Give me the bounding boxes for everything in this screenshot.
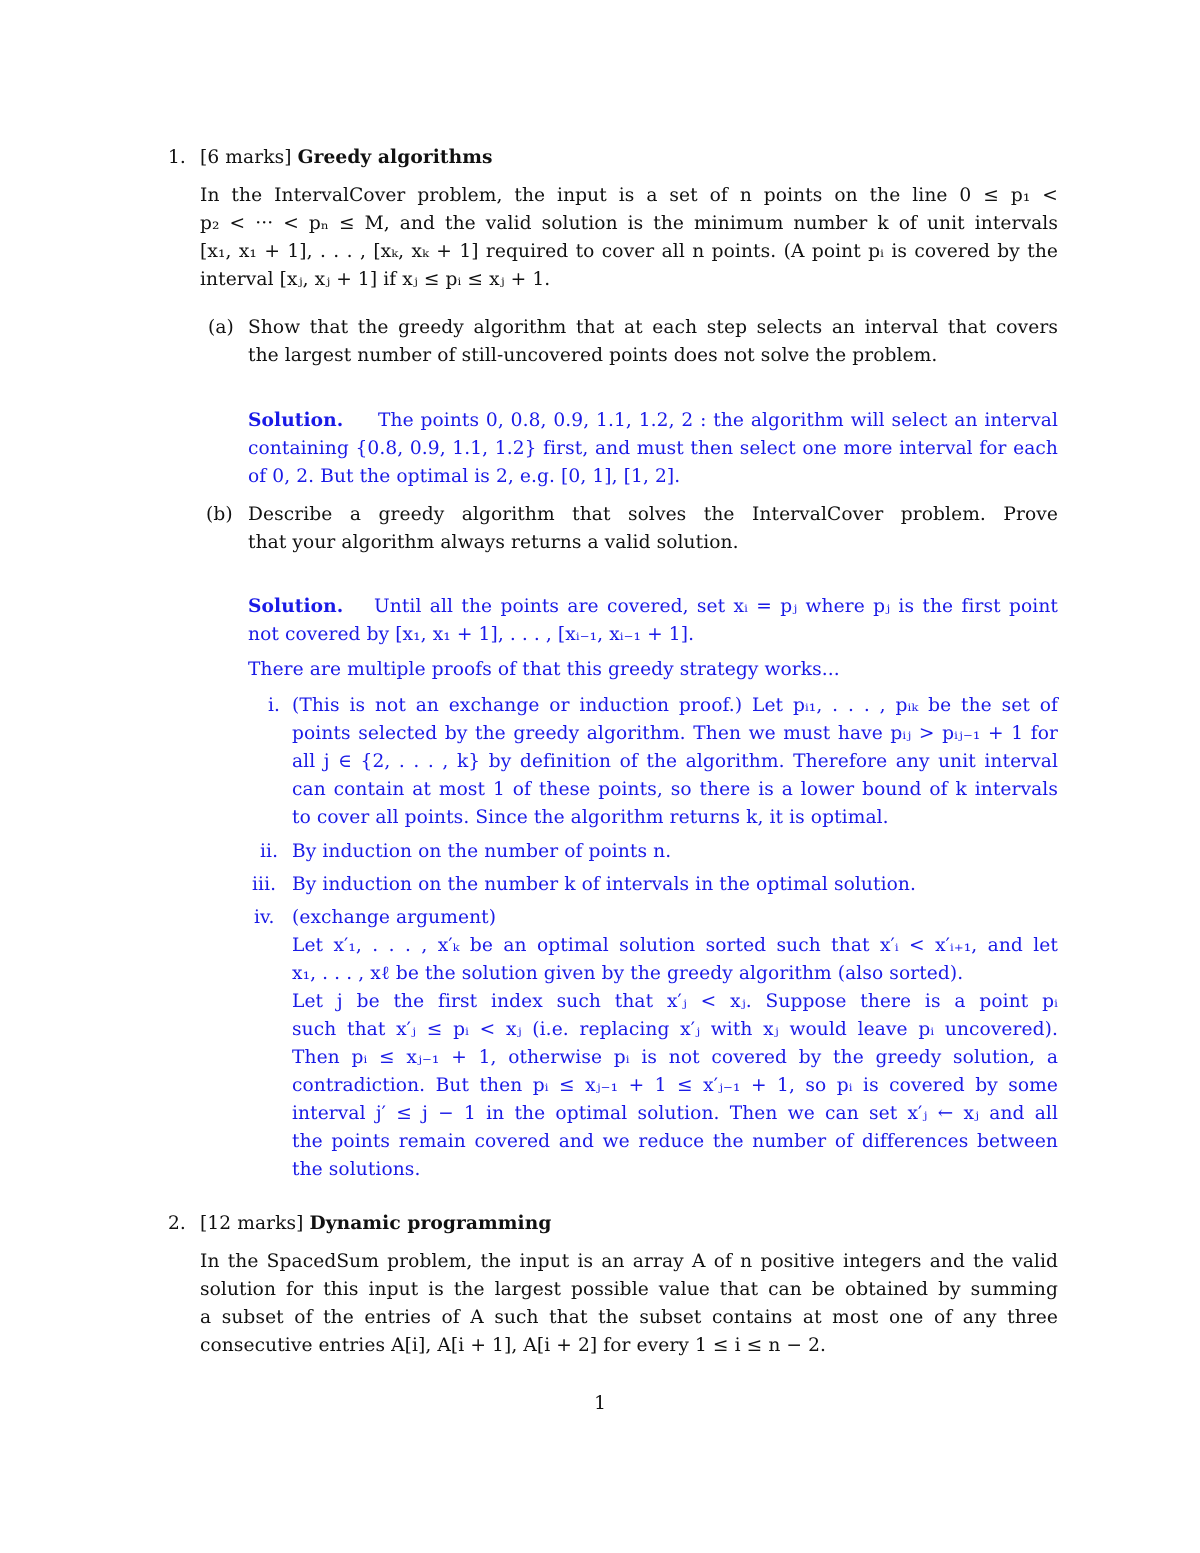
proof-line: x₁, . . . , xℓ be the solution given by the greedy algorithm (also sorted). — [292, 963, 964, 984]
proof-line: points selected by the greedy algorithm. Then we must have pᵢⱼ > pᵢⱼ₋₁ + 1 for — [292, 723, 1058, 744]
solution-line: The points 0, 0.8, 0.9, 1.1, 1.2, 2 : the algorithm will select an interval — [378, 410, 1058, 431]
proof-label: ii. — [260, 841, 279, 862]
part-text-line: Show that the greedy algorithm that at each step selects an interval that covers — [248, 317, 1058, 338]
proof-line: the points remain covered and we reduce the number of differences between — [292, 1131, 1058, 1152]
part-label: (a) — [208, 317, 234, 338]
question-marks: [6 marks] — [200, 147, 292, 168]
proof-line: all j ∈ {2, . . . , k} by definition of the algorithm. Therefore any unit interval — [292, 751, 1058, 772]
solution-line: not covered by [x₁, x₁ + 1], . . . , [xᵢ₋₁, xᵢ₋₁ + 1]. — [248, 624, 695, 645]
solution-label: Solution. — [248, 596, 344, 617]
question-number: 1. — [168, 147, 186, 168]
proof-line: Then pᵢ ≤ xⱼ₋₁ + 1, otherwise pᵢ is not covered by the greedy solution, a — [292, 1047, 1058, 1068]
proof-line: the solutions. — [292, 1159, 421, 1180]
proof-line: Let j be the first index such that x′ⱼ < xⱼ. Suppose there is a point pᵢ — [292, 991, 1058, 1012]
intro-line: p₂ < ··· < pₙ ≤ M, and the valid solution is the minimum number k of unit intervals — [200, 213, 1058, 234]
proof-line: By induction on the number k of intervals in the optimal solution. — [292, 874, 916, 895]
question-number: 2. — [168, 1213, 186, 1234]
solution-line: of 0, 2. But the optimal is 2, e.g. [0, 1], [1, 2]. — [248, 466, 681, 487]
proof-line: interval j′ ≤ j − 1 in the optimal solution. Then we can set x′ⱼ ← xⱼ and all — [292, 1103, 1058, 1124]
intro-line: a subset of the entries of A such that the subset contains at most one of any three — [200, 1307, 1058, 1328]
part-text-line: the largest number of still-uncovered points does not solve the problem. — [248, 345, 938, 366]
intro-line: interval [xⱼ, xⱼ + 1] if xⱼ ≤ pᵢ ≤ xⱼ + 1. — [200, 269, 551, 290]
proof-line: to cover all points. Since the algorithm returns k, it is optimal. — [292, 807, 889, 828]
page-number: 1 — [594, 1393, 606, 1414]
proof-line: can contain at most 1 of these points, so there is a lower bound of k intervals — [292, 779, 1058, 800]
proof-label: iv. — [254, 907, 275, 928]
question-title: Dynamic programming — [309, 1213, 552, 1234]
intro-line: consecutive entries A[i], A[i + 1], A[i + 2] for every 1 ≤ i ≤ n − 2. — [200, 1335, 827, 1356]
proof-label: iii. — [252, 874, 277, 895]
intro-line: [x₁, x₁ + 1], . . . , [xₖ, xₖ + 1] required to cover all n points. (A point pᵢ is covered by the — [200, 241, 1058, 262]
intro-line: In the IntervalCover problem, the input is a set of n points on the line 0 ≤ p₁ < — [200, 185, 1058, 206]
part-text-line: Describe a greedy algorithm that solves the IntervalCover problem. Prove — [248, 504, 1058, 525]
part-label: (b) — [206, 504, 233, 525]
question-title: Greedy algorithms — [297, 147, 493, 168]
solution-line: containing {0.8, 0.9, 1.1, 1.2} first, and must then select one more interval for each — [248, 438, 1058, 459]
proof-line: such that x′ⱼ ≤ pᵢ < xⱼ (i.e. replacing x′ⱼ with xⱼ would leave pᵢ uncovered). — [292, 1019, 1058, 1040]
proof-line: contradiction. But then pᵢ ≤ xⱼ₋₁ + 1 ≤ x′ⱼ₋₁ + 1, so pᵢ is covered by some — [292, 1075, 1058, 1096]
part-text-line: that your algorithm always returns a valid solution. — [248, 532, 739, 553]
proof-line: (exchange argument) — [292, 907, 497, 928]
question-heading — [200, 1210, 551, 1238]
question-marks: [12 marks] — [200, 1213, 304, 1234]
proof-line: Let x′₁, . . . , x′ₖ be an optimal solution sorted such that x′ᵢ < x′ᵢ₊₁, and let — [292, 935, 1058, 956]
intro-line: solution for this input is the largest possible value that can be obtained by summing — [200, 1279, 1058, 1300]
intro-line: In the SpacedSum problem, the input is an array A of n positive integers and the valid — [200, 1251, 1058, 1272]
proof-label: i. — [268, 695, 281, 716]
proof-line: (This is not an exchange or induction proof.) Let pᵢ₁, . . . , pᵢₖ be the set of — [292, 695, 1058, 716]
proofs-intro: There are multiple proofs of that this greedy strategy works... — [248, 659, 840, 680]
proof-line: By induction on the number of points n. — [292, 841, 672, 862]
solution-line: Until all the points are covered, set xᵢ = pⱼ where pⱼ is the first point — [374, 596, 1058, 617]
solution-label: Solution. — [248, 410, 344, 431]
question-heading — [200, 144, 493, 172]
